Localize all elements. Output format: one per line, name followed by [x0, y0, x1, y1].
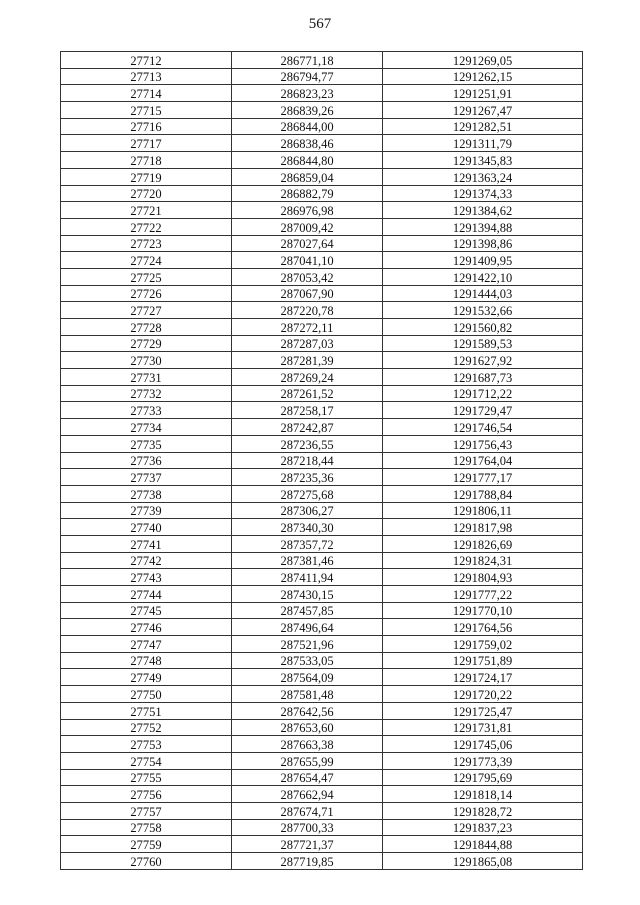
x-coordinate-cell: 287457,85: [232, 602, 383, 619]
x-coordinate-cell: 287272,11: [232, 319, 383, 336]
x-coordinate-cell: 286844,00: [232, 118, 383, 135]
point-number-cell: 27724: [61, 252, 232, 269]
table-row: [61, 752, 583, 769]
table-row: [61, 535, 583, 552]
point-number-cell: 27745: [61, 602, 232, 619]
table-row: [61, 802, 583, 819]
point-number-cell: 27751: [61, 702, 232, 719]
table-row: [61, 452, 583, 469]
table-row: [61, 85, 583, 102]
y-coordinate-cell: 1291731,81: [383, 719, 583, 736]
table-row: [61, 435, 583, 452]
point-number-cell: 27717: [61, 135, 232, 152]
point-number-cell: 27757: [61, 802, 232, 819]
x-coordinate-cell: 287067,90: [232, 285, 383, 302]
x-coordinate-cell: 287275,68: [232, 485, 383, 502]
y-coordinate-cell: 1291756,43: [383, 435, 583, 452]
x-coordinate-cell: 287521,96: [232, 636, 383, 653]
point-number-cell: 27719: [61, 168, 232, 185]
point-number-cell: 27741: [61, 535, 232, 552]
y-coordinate-cell: 1291363,24: [383, 168, 583, 185]
point-number-cell: 27749: [61, 669, 232, 686]
table-row: [61, 135, 583, 152]
y-coordinate-cell: 1291770,10: [383, 602, 583, 619]
table-row: [61, 519, 583, 536]
y-coordinate-cell: 1291759,02: [383, 636, 583, 653]
point-number-cell: 27721: [61, 202, 232, 219]
x-coordinate-cell: 287340,30: [232, 519, 383, 536]
table-row: [61, 853, 583, 870]
y-coordinate-cell: 1291804,93: [383, 569, 583, 586]
x-coordinate-cell: 286838,46: [232, 135, 383, 152]
y-coordinate-cell: 1291764,04: [383, 452, 583, 469]
y-coordinate-cell: 1291745,06: [383, 736, 583, 753]
table-row: [61, 636, 583, 653]
y-coordinate-cell: 1291824,31: [383, 552, 583, 569]
x-coordinate-cell: 287269,24: [232, 369, 383, 386]
x-coordinate-cell: 287357,72: [232, 535, 383, 552]
x-coordinate-cell: 286771,18: [232, 52, 383, 69]
x-coordinate-cell: 287242,87: [232, 419, 383, 436]
y-coordinate-cell: 1291729,47: [383, 402, 583, 419]
point-number-cell: 27753: [61, 736, 232, 753]
point-number-cell: 27748: [61, 652, 232, 669]
table-row: [61, 769, 583, 786]
table-row: [61, 702, 583, 719]
table-row: [61, 319, 583, 336]
point-number-cell: 27759: [61, 836, 232, 853]
y-coordinate-cell: 1291627,92: [383, 352, 583, 369]
point-number-cell: 27740: [61, 519, 232, 536]
page-number: 567: [308, 16, 332, 32]
point-number-cell: 27727: [61, 302, 232, 319]
table-row: [61, 152, 583, 169]
y-coordinate-cell: 1291251,91: [383, 85, 583, 102]
point-number-cell: 27725: [61, 268, 232, 285]
y-coordinate-cell: 1291532,66: [383, 302, 583, 319]
y-coordinate-cell: 1291444,03: [383, 285, 583, 302]
point-number-cell: 27713: [61, 68, 232, 85]
x-coordinate-cell: 287009,42: [232, 218, 383, 235]
point-number-cell: 27746: [61, 619, 232, 636]
y-coordinate-cell: 1291777,17: [383, 469, 583, 486]
x-coordinate-cell: 286882,79: [232, 185, 383, 202]
x-coordinate-cell: 287642,56: [232, 702, 383, 719]
table-row: [61, 836, 583, 853]
point-number-cell: 27756: [61, 786, 232, 803]
coordinates-table-body: [61, 52, 583, 870]
y-coordinate-cell: 1291818,14: [383, 786, 583, 803]
table-row: [61, 652, 583, 669]
point-number-cell: 27758: [61, 819, 232, 836]
point-number-cell: 27731: [61, 369, 232, 386]
x-coordinate-cell: 287053,42: [232, 268, 383, 285]
y-coordinate-cell: 1291795,69: [383, 769, 583, 786]
x-coordinate-cell: 287220,78: [232, 302, 383, 319]
y-coordinate-cell: 1291788,84: [383, 485, 583, 502]
y-coordinate-cell: 1291837,23: [383, 819, 583, 836]
point-number-cell: 27736: [61, 452, 232, 469]
x-coordinate-cell: 287027,64: [232, 235, 383, 252]
y-coordinate-cell: 1291384,62: [383, 202, 583, 219]
x-coordinate-cell: 287674,71: [232, 802, 383, 819]
table-row: [61, 602, 583, 619]
table-row: [61, 402, 583, 419]
x-coordinate-cell: 287287,03: [232, 335, 383, 352]
point-number-cell: 27742: [61, 552, 232, 569]
table-row: [61, 385, 583, 402]
x-coordinate-cell: 287261,52: [232, 385, 383, 402]
table-row: [61, 619, 583, 636]
x-coordinate-cell: 287654,47: [232, 769, 383, 786]
coordinates-table: [60, 51, 583, 870]
x-coordinate-cell: 287411,94: [232, 569, 383, 586]
point-number-cell: 27743: [61, 569, 232, 586]
y-coordinate-cell: 1291764,56: [383, 619, 583, 636]
table-row: [61, 586, 583, 603]
y-coordinate-cell: 1291806,11: [383, 502, 583, 519]
y-coordinate-cell: 1291712,22: [383, 385, 583, 402]
y-coordinate-cell: 1291394,88: [383, 218, 583, 235]
x-coordinate-cell: 287721,37: [232, 836, 383, 853]
y-coordinate-cell: 1291262,15: [383, 68, 583, 85]
x-coordinate-cell: 286859,04: [232, 168, 383, 185]
point-number-cell: 27726: [61, 285, 232, 302]
x-coordinate-cell: 286976,98: [232, 202, 383, 219]
y-coordinate-cell: 1291398,86: [383, 235, 583, 252]
x-coordinate-cell: 287496,64: [232, 619, 383, 636]
y-coordinate-cell: 1291773,39: [383, 752, 583, 769]
point-number-cell: 27739: [61, 502, 232, 519]
point-number-cell: 27754: [61, 752, 232, 769]
y-coordinate-cell: 1291725,47: [383, 702, 583, 719]
x-coordinate-cell: 287662,94: [232, 786, 383, 803]
point-number-cell: 27732: [61, 385, 232, 402]
point-number-cell: 27750: [61, 686, 232, 703]
table-row: [61, 302, 583, 319]
table-row: [61, 185, 583, 202]
y-coordinate-cell: 1291345,83: [383, 152, 583, 169]
table-row: [61, 569, 583, 586]
x-coordinate-cell: 287235,36: [232, 469, 383, 486]
x-coordinate-cell: 287218,44: [232, 452, 383, 469]
table-row: [61, 235, 583, 252]
point-number-cell: 27738: [61, 485, 232, 502]
x-coordinate-cell: 286794,77: [232, 68, 383, 85]
point-number-cell: 27723: [61, 235, 232, 252]
table-row: [61, 686, 583, 703]
y-coordinate-cell: 1291282,51: [383, 118, 583, 135]
x-coordinate-cell: 286823,23: [232, 85, 383, 102]
table-row: [61, 485, 583, 502]
point-number-cell: 27752: [61, 719, 232, 736]
table-row: [61, 502, 583, 519]
y-coordinate-cell: 1291267,47: [383, 102, 583, 119]
table-row: [61, 469, 583, 486]
y-coordinate-cell: 1291724,17: [383, 669, 583, 686]
table-row: [61, 168, 583, 185]
x-coordinate-cell: 286839,26: [232, 102, 383, 119]
x-coordinate-cell: 287236,55: [232, 435, 383, 452]
x-coordinate-cell: 287581,48: [232, 686, 383, 703]
point-number-cell: 27722: [61, 218, 232, 235]
point-number-cell: 27716: [61, 118, 232, 135]
point-number-cell: 27737: [61, 469, 232, 486]
y-coordinate-cell: 1291844,88: [383, 836, 583, 853]
table-row: [61, 118, 583, 135]
table-row: [61, 102, 583, 119]
y-coordinate-cell: 1291777,22: [383, 586, 583, 603]
y-coordinate-cell: 1291826,69: [383, 535, 583, 552]
y-coordinate-cell: 1291746,54: [383, 419, 583, 436]
table-row: [61, 335, 583, 352]
point-number-cell: 27733: [61, 402, 232, 419]
table-row: [61, 218, 583, 235]
x-coordinate-cell: 287430,15: [232, 586, 383, 603]
table-row: [61, 719, 583, 736]
x-coordinate-cell: 287663,38: [232, 736, 383, 753]
point-number-cell: 27715: [61, 102, 232, 119]
point-number-cell: 27720: [61, 185, 232, 202]
table-row: [61, 369, 583, 386]
x-coordinate-cell: 287281,39: [232, 352, 383, 369]
y-coordinate-cell: 1291720,22: [383, 686, 583, 703]
point-number-cell: 27728: [61, 319, 232, 336]
y-coordinate-cell: 1291374,33: [383, 185, 583, 202]
y-coordinate-cell: 1291311,79: [383, 135, 583, 152]
point-number-cell: 27712: [61, 52, 232, 69]
point-number-cell: 27729: [61, 335, 232, 352]
y-coordinate-cell: 1291409,95: [383, 252, 583, 269]
point-number-cell: 27718: [61, 152, 232, 169]
y-coordinate-cell: 1291865,08: [383, 853, 583, 870]
x-coordinate-cell: 287700,33: [232, 819, 383, 836]
table-row: [61, 819, 583, 836]
x-coordinate-cell: 287258,17: [232, 402, 383, 419]
x-coordinate-cell: 287306,27: [232, 502, 383, 519]
x-coordinate-cell: 287564,09: [232, 669, 383, 686]
y-coordinate-cell: 1291817,98: [383, 519, 583, 536]
x-coordinate-cell: 287655,99: [232, 752, 383, 769]
y-coordinate-cell: 1291560,82: [383, 319, 583, 336]
table-row: [61, 552, 583, 569]
table-row: [61, 268, 583, 285]
table-row: [61, 352, 583, 369]
y-coordinate-cell: 1291589,53: [383, 335, 583, 352]
point-number-cell: 27734: [61, 419, 232, 436]
point-number-cell: 27714: [61, 85, 232, 102]
table-row: [61, 285, 583, 302]
x-coordinate-cell: 287533,05: [232, 652, 383, 669]
point-number-cell: 27730: [61, 352, 232, 369]
x-coordinate-cell: 287041,10: [232, 252, 383, 269]
x-coordinate-cell: 287381,46: [232, 552, 383, 569]
table-row: [61, 252, 583, 269]
table-row: [61, 202, 583, 219]
point-number-cell: 27755: [61, 769, 232, 786]
y-coordinate-cell: 1291687,73: [383, 369, 583, 386]
point-number-cell: 27760: [61, 853, 232, 870]
y-coordinate-cell: 1291269,05: [383, 52, 583, 69]
table-row: [61, 736, 583, 753]
point-number-cell: 27744: [61, 586, 232, 603]
table-row: [61, 786, 583, 803]
x-coordinate-cell: 287719,85: [232, 853, 383, 870]
table-row: [61, 52, 583, 69]
x-coordinate-cell: 287653,60: [232, 719, 383, 736]
y-coordinate-cell: 1291751,89: [383, 652, 583, 669]
y-coordinate-cell: 1291828,72: [383, 802, 583, 819]
x-coordinate-cell: 286844,80: [232, 152, 383, 169]
table-row: [61, 419, 583, 436]
point-number-cell: 27735: [61, 435, 232, 452]
point-number-cell: 27747: [61, 636, 232, 653]
y-coordinate-cell: 1291422,10: [383, 268, 583, 285]
table-row: [61, 68, 583, 85]
table-row: [61, 669, 583, 686]
